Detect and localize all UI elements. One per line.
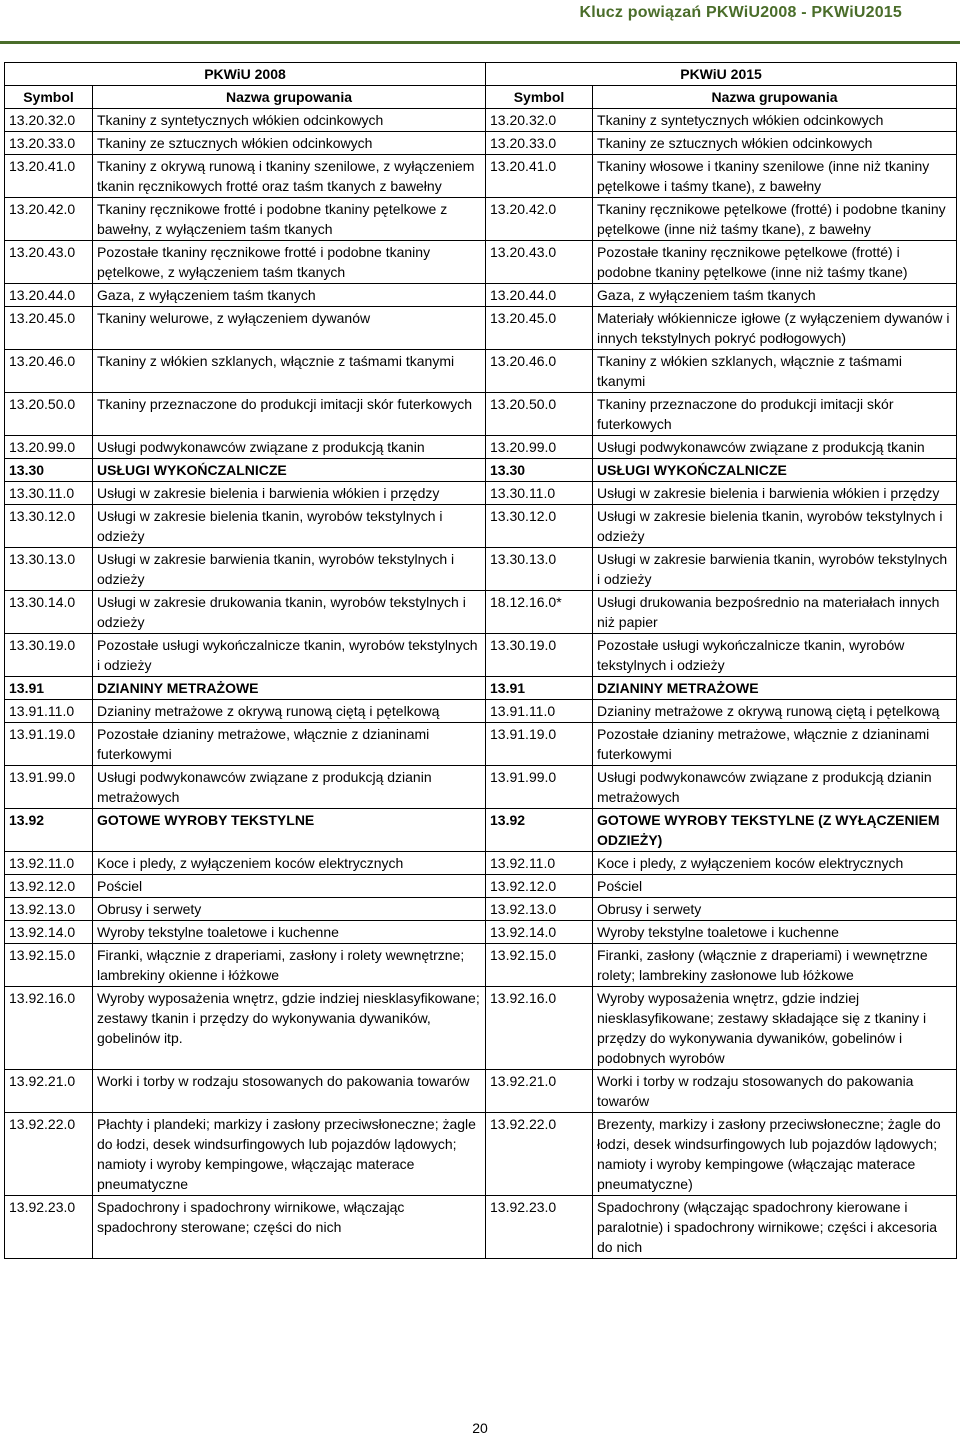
section-row: [5, 677, 957, 700]
cell-symbol-2008: 13.20.33.0: [5, 132, 93, 155]
cell-name-2015: USŁUGI WYKOŃCZALNICZE: [593, 459, 957, 482]
cell-name-2008: USŁUGI WYKOŃCZALNICZE: [93, 459, 486, 482]
cell-symbol-2015: 18.12.16.0*: [486, 591, 593, 634]
table-row: [5, 944, 957, 987]
table-row: [5, 875, 957, 898]
cell-name-2015: Obrusy i serwety: [593, 898, 957, 921]
cell-name-2008: Usługi podwykonawców związane z produkcją tkanin: [93, 436, 486, 459]
cell-symbol-2015: 13.92.11.0: [486, 852, 593, 875]
cell-name-2015: GOTOWE WYROBY TEKSTYLNE (Z WYŁĄCZENIEM ODZIEŻY): [593, 809, 957, 852]
cell-name-2008: Usługi w zakresie barwienia tkanin, wyrobów tekstylnych i odzieży: [93, 548, 486, 591]
cell-name-2008: Tkaniny z syntetycznych włókien odcinkowych: [93, 109, 486, 132]
cell-symbol-2015: 13.30.19.0: [486, 634, 593, 677]
cell-symbol-2015: 13.92: [486, 809, 593, 852]
cell-name-2015: Wyroby wyposażenia wnętrz, gdzie indziej niesklasyfikowane; zestawy składające się z tkaniny i przędzy do wykonywania dywaników, gobelinów i podobnych wyrobów: [593, 987, 957, 1070]
table-row: [5, 548, 957, 591]
cell-symbol-2015: 13.91.11.0: [486, 700, 593, 723]
cell-symbol-2008: 13.20.32.0: [5, 109, 93, 132]
table-row: [5, 921, 957, 944]
cell-symbol-2015: 13.30: [486, 459, 593, 482]
table-row: [5, 1113, 957, 1196]
table-row: [5, 284, 957, 307]
cell-name-2008: Usługi w zakresie bielenia tkanin, wyrobów tekstylnych i odzieży: [93, 505, 486, 548]
cell-name-2008: Pozostałe tkaniny ręcznikowe frotté i podobne tkaniny pętelkowe, z wyłączeniem taśm tkanych: [93, 241, 486, 284]
cell-name-2015: Usługi podwykonawców związane z produkcją dzianin metrażowych: [593, 766, 957, 809]
table-row: [5, 987, 957, 1070]
cell-symbol-2008: 13.92.11.0: [5, 852, 93, 875]
cell-name-2008: Tkaniny ręcznikowe frotté i podobne tkaniny pętelkowe z bawełny, z wyłączeniem taśm tkanych: [93, 198, 486, 241]
cell-symbol-2015: 13.92.14.0: [486, 921, 593, 944]
cell-name-2008: Pozostałe dzianiny metrażowe, włącznie z dzianinami futerkowymi: [93, 723, 486, 766]
cell-symbol-2015: 13.92.12.0: [486, 875, 593, 898]
cell-symbol-2008: 13.30.19.0: [5, 634, 93, 677]
document-title: Klucz powiązań PKWiU2008 - PKWiU2015: [579, 4, 902, 21]
cell-symbol-2015: 13.20.32.0: [486, 109, 593, 132]
cell-symbol-2015: 13.20.42.0: [486, 198, 593, 241]
cell-name-2015: Usługi drukowania bezpośrednio na materiałach innych niż papier: [593, 591, 957, 634]
cell-name-2008: Wyroby wyposażenia wnętrz, gdzie indziej niesklasyfikowane; zestawy tkanin i przędzy do wykonywania dywaników, gobelinów itp.: [93, 987, 486, 1070]
table-row: [5, 350, 957, 393]
table-row: [5, 591, 957, 634]
table-row: [5, 198, 957, 241]
section-row: [5, 459, 957, 482]
cell-name-2015: Spadochrony (włączając spadochrony kierowane i paralotnie) i spadochrony wirnikowe; części i akcesoria do nich: [593, 1196, 957, 1259]
cell-name-2008: Usługi w zakresie drukowania tkanin, wyrobów tekstylnych i odzieży: [93, 591, 486, 634]
cell-name-2015: Tkaniny z syntetycznych włókien odcinkowych: [593, 109, 957, 132]
cell-symbol-2008: 13.92.13.0: [5, 898, 93, 921]
page-header: [0, 0, 960, 44]
cell-symbol-2008: 13.92.21.0: [5, 1070, 93, 1113]
cell-symbol-2008: 13.20.43.0: [5, 241, 93, 284]
cell-symbol-2008: 13.30.11.0: [5, 482, 93, 505]
cell-name-2015: Pozostałe dzianiny metrażowe, włącznie z dzianinami futerkowymi: [593, 723, 957, 766]
cell-symbol-2008: 13.30.12.0: [5, 505, 93, 548]
table-row: [5, 241, 957, 284]
cell-name-2015: Firanki, zasłony (włącznie z draperiami) i wewnętrzne rolety; lambrekiny zasłonowe lub łóżkowe: [593, 944, 957, 987]
table-row: [5, 634, 957, 677]
cell-symbol-2015: 13.30.11.0: [486, 482, 593, 505]
cell-symbol-2015: 13.30.12.0: [486, 505, 593, 548]
cell-name-2008: Tkaniny ze sztucznych włókien odcinkowych: [93, 132, 486, 155]
table-row: [5, 155, 957, 198]
column-header-symbol-2008: Symbol: [5, 86, 93, 109]
table-row: [5, 505, 957, 548]
cell-symbol-2008: 13.30.14.0: [5, 591, 93, 634]
cell-symbol-2008: 13.92.23.0: [5, 1196, 93, 1259]
cell-name-2008: Usługi podwykonawców związane z produkcją dzianin metrażowych: [93, 766, 486, 809]
cell-name-2008: Koce i pledy, z wyłączeniem koców elektrycznych: [93, 852, 486, 875]
table-row: [5, 1070, 957, 1113]
cell-symbol-2008: 13.91: [5, 677, 93, 700]
cell-name-2015: Tkaniny ręcznikowe pętelkowe (frotté) i podobne tkaniny pętelkowe (inne niż taśmy tkane), z bawełny: [593, 198, 957, 241]
cell-symbol-2008: 13.92.16.0: [5, 987, 93, 1070]
cell-name-2015: Pościel: [593, 875, 957, 898]
cell-name-2015: Wyroby tekstylne toaletowe i kuchenne: [593, 921, 957, 944]
cell-name-2008: Płachty i plandeki; markizy i zasłony przeciwsłoneczne; żagle do łodzi, desek windsurfingowych lub pojazdów lądowych; namioty i wyroby kempingowe, włączając materace pneumatyczne: [93, 1113, 486, 1196]
column-header-name-2008: Nazwa grupowania: [93, 86, 486, 109]
cell-symbol-2008: 13.92.14.0: [5, 921, 93, 944]
cell-name-2008: Dzianiny metrażowe z okrywą runową ciętą i pętelkową: [93, 700, 486, 723]
section-row: [5, 809, 957, 852]
cell-name-2008: Obrusy i serwety: [93, 898, 486, 921]
cell-name-2008: GOTOWE WYROBY TEKSTYLNE: [93, 809, 486, 852]
cell-symbol-2008: 13.20.50.0: [5, 393, 93, 436]
cell-name-2015: Tkaniny ze sztucznych włókien odcinkowych: [593, 132, 957, 155]
group-header-pkwiu2008: PKWiU 2008: [5, 63, 486, 86]
cell-name-2008: Tkaniny z włókien szklanych, włącznie z taśmami tkanymi: [93, 350, 486, 393]
column-header-symbol-2015: Symbol: [486, 86, 593, 109]
cell-symbol-2015: 13.92.22.0: [486, 1113, 593, 1196]
cell-symbol-2015: 13.20.43.0: [486, 241, 593, 284]
classification-table: [4, 62, 957, 1259]
cell-name-2008: Pościel: [93, 875, 486, 898]
cell-symbol-2008: 13.30: [5, 459, 93, 482]
cell-name-2015: Tkaniny włosowe i tkaniny szenilowe (inne niż tkaniny pętelkowe i taśmy tkane), z bawełny: [593, 155, 957, 198]
cell-symbol-2015: 13.30.13.0: [486, 548, 593, 591]
table-row: [5, 700, 957, 723]
cell-symbol-2015: 13.20.44.0: [486, 284, 593, 307]
cell-symbol-2015: 13.92.21.0: [486, 1070, 593, 1113]
cell-symbol-2015: 13.20.41.0: [486, 155, 593, 198]
table-row: [5, 393, 957, 436]
cell-symbol-2008: 13.92.15.0: [5, 944, 93, 987]
cell-symbol-2015: 13.20.33.0: [486, 132, 593, 155]
table-row: [5, 723, 957, 766]
cell-symbol-2015: 13.91: [486, 677, 593, 700]
cell-name-2015: Pozostałe usługi wykończalnicze tkanin, wyrobów tekstylnych i odzieży: [593, 634, 957, 677]
column-header-name-2015: Nazwa grupowania: [593, 86, 957, 109]
page-number: 20: [472, 1420, 488, 1436]
group-header-row: [5, 63, 957, 86]
cell-name-2008: Firanki, włącznie z draperiami, zasłony i rolety wewnętrzne; lambrekiny okienne i łóżkowe: [93, 944, 486, 987]
cell-name-2008: DZIANINY METRAŻOWE: [93, 677, 486, 700]
cell-symbol-2015: 13.20.45.0: [486, 307, 593, 350]
cell-name-2015: DZIANINY METRAŻOWE: [593, 677, 957, 700]
cell-symbol-2008: 13.92.12.0: [5, 875, 93, 898]
cell-name-2008: Gaza, z wyłączeniem taśm tkanych: [93, 284, 486, 307]
cell-symbol-2015: 13.20.46.0: [486, 350, 593, 393]
cell-symbol-2015: 13.92.13.0: [486, 898, 593, 921]
cell-symbol-2015: 13.20.50.0: [486, 393, 593, 436]
table-row: [5, 852, 957, 875]
cell-symbol-2008: 13.20.42.0: [5, 198, 93, 241]
cell-name-2008: Wyroby tekstylne toaletowe i kuchenne: [93, 921, 486, 944]
cell-symbol-2008: 13.20.45.0: [5, 307, 93, 350]
cell-symbol-2015: 13.92.16.0: [486, 987, 593, 1070]
cell-symbol-2008: 13.30.13.0: [5, 548, 93, 591]
cell-name-2015: Tkaniny przeznaczone do produkcji imitacji skór futerkowych: [593, 393, 957, 436]
cell-name-2015: Tkaniny z włókien szklanych, włącznie z taśmami tkanymi: [593, 350, 957, 393]
cell-name-2015: Materiały włókiennicze igłowe (z wyłączeniem dywanów i innych tekstylnych pokryć podłogowych): [593, 307, 957, 350]
cell-symbol-2008: 13.20.44.0: [5, 284, 93, 307]
cell-symbol-2008: 13.92.22.0: [5, 1113, 93, 1196]
cell-name-2008: Tkaniny z okrywą runową i tkaniny szenilowe, z wyłączeniem tkanin ręcznikowych frotté oraz taśm tkanych z bawełny: [93, 155, 486, 198]
table-row: [5, 898, 957, 921]
cell-name-2015: Usługi w zakresie bielenia tkanin, wyrobów tekstylnych i odzieży: [593, 505, 957, 548]
cell-symbol-2015: 13.92.23.0: [486, 1196, 593, 1259]
cell-symbol-2008: 13.91.11.0: [5, 700, 93, 723]
cell-name-2015: Dzianiny metrażowe z okrywą runową ciętą i pętelkową: [593, 700, 957, 723]
cell-symbol-2008: 13.20.41.0: [5, 155, 93, 198]
table-row: [5, 132, 957, 155]
table-row: [5, 1196, 957, 1259]
table-row: [5, 109, 957, 132]
cell-symbol-2008: 13.91.99.0: [5, 766, 93, 809]
cell-name-2015: Usługi w zakresie bielenia i barwienia włókien i przędzy: [593, 482, 957, 505]
cell-name-2015: Koce i pledy, z wyłączeniem koców elektrycznych: [593, 852, 957, 875]
cell-name-2015: Usługi podwykonawców związane z produkcją tkanin: [593, 436, 957, 459]
column-header-row: [5, 86, 957, 109]
group-header-pkwiu2015: PKWiU 2015: [486, 63, 957, 86]
cell-name-2008: Pozostałe usługi wykończalnicze tkanin, wyrobów tekstylnych i odzieży: [93, 634, 486, 677]
cell-symbol-2008: 13.91.19.0: [5, 723, 93, 766]
cell-name-2015: Gaza, z wyłączeniem taśm tkanych: [593, 284, 957, 307]
cell-name-2008: Usługi w zakresie bielenia i barwienia włókien i przędzy: [93, 482, 486, 505]
cell-name-2008: Worki i torby w rodzaju stosowanych do pakowania towarów: [93, 1070, 486, 1113]
cell-name-2015: Brezenty, markizy i zasłony przeciwsłoneczne; żagle do łodzi, desek windsurfingowych lub pojazdów lądowych; namioty i wyroby kempingowe (włączając materace pneumatyczne): [593, 1113, 957, 1196]
cell-name-2008: Spadochrony i spadochrony wirnikowe, włączając spadochrony sterowane; części do nich: [93, 1196, 486, 1259]
cell-symbol-2008: 13.20.99.0: [5, 436, 93, 459]
cell-symbol-2015: 13.91.19.0: [486, 723, 593, 766]
cell-symbol-2015: 13.92.15.0: [486, 944, 593, 987]
cell-symbol-2015: 13.91.99.0: [486, 766, 593, 809]
cell-symbol-2015: 13.20.99.0: [486, 436, 593, 459]
cell-name-2015: Worki i torby w rodzaju stosowanych do pakowania towarów: [593, 1070, 957, 1113]
cell-name-2015: Pozostałe tkaniny ręcznikowe pętelkowe (frotté) i podobne tkaniny pętelkowe (inne niż taśmy tkane): [593, 241, 957, 284]
cell-name-2015: Usługi w zakresie barwienia tkanin, wyrobów tekstylnych i odzieży: [593, 548, 957, 591]
cell-symbol-2008: 13.20.46.0: [5, 350, 93, 393]
cell-name-2008: Tkaniny przeznaczone do produkcji imitacji skór futerkowych: [93, 393, 486, 436]
cell-symbol-2008: 13.92: [5, 809, 93, 852]
table-row: [5, 482, 957, 505]
table-row: [5, 766, 957, 809]
cell-name-2008: Tkaniny welurowe, z wyłączeniem dywanów: [93, 307, 486, 350]
table-row: [5, 307, 957, 350]
table-row: [5, 436, 957, 459]
